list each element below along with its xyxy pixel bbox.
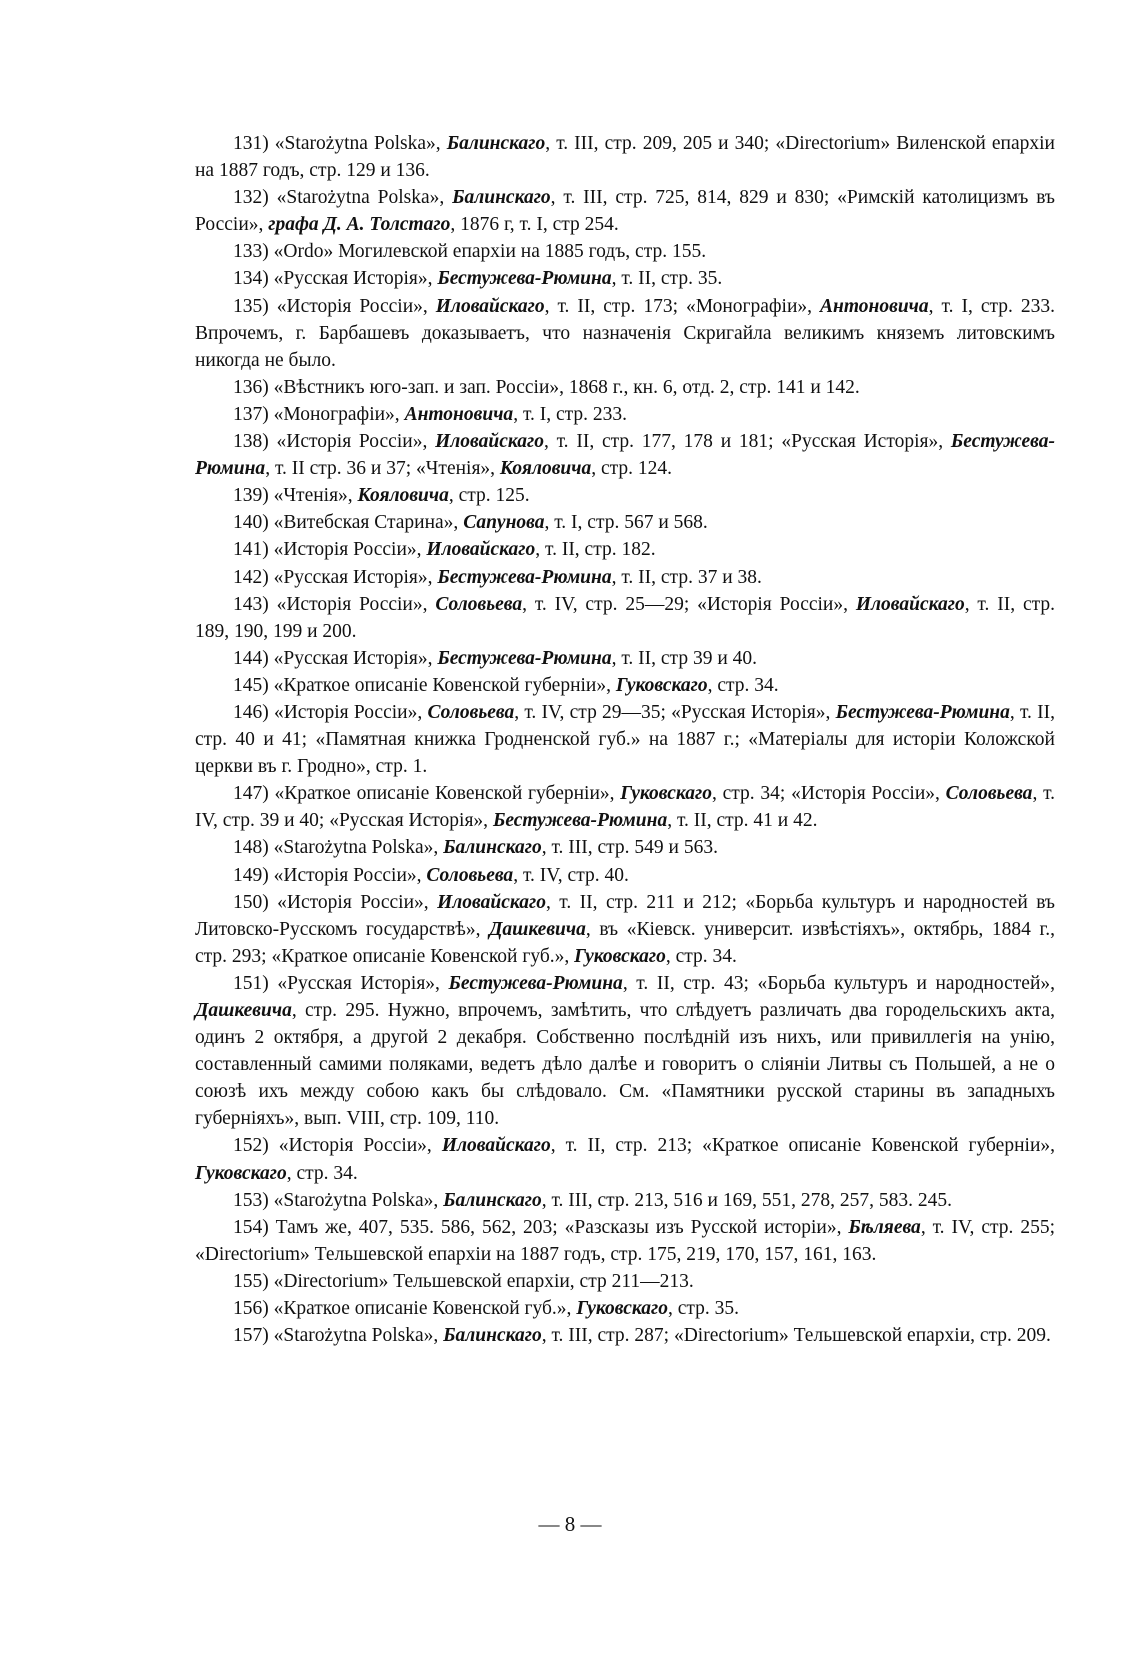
footnote-text: 143) «Исторія Россіи», [233, 593, 436, 615]
author-name: Бестужева-Рюмина [437, 268, 612, 290]
footnote-154 [195, 1214, 1055, 1268]
footnote-text: 144) «Русская Исторія», [233, 647, 438, 669]
footnote-155 [195, 1268, 1055, 1295]
footnote-text: , т. II, стр. 40 и 41; «Памятная книжка Гродненской губ.» на 1887 г.; «Матеріалы для исторіи Коложской церкви въ г. Гродно», стр. 1. [195, 701, 1055, 778]
author-name: Бестужева-Рюмина [195, 431, 1055, 480]
footnote-text: 138) «Исторія Россіи», [233, 431, 436, 453]
author-name: Иловайскаго [855, 593, 965, 615]
footnote-text: , стр. 34. [665, 945, 737, 967]
footnote-156 [195, 1295, 1055, 1322]
footnote-text: 147) «Краткое описаніе Ковенской губерніи», [233, 783, 621, 805]
footnote-141 [195, 536, 1055, 563]
footnote-text: 136) «Вѣстникъ юго-зап. и зап. Россіи», 1868 г., кн. 6, отд. 2, стр. 141 и 142. [233, 376, 860, 398]
footnote-text: , т. II, стр. 177, 178 и 181; «Русская Исторія», [543, 431, 951, 453]
footnote-text: , т. III, стр. 213, 516 и 169, 551, 278, 257, 583. 245. [541, 1189, 952, 1211]
footnote-text: , т. II, стр. 211 и 212; «Борьба культуръ и народностей въ Литовско-Русскомъ государствѣ», [195, 891, 1055, 940]
footnote-text: , т. II, стр. 41 и 42. [667, 810, 818, 832]
author-name: Соловьева [427, 701, 515, 723]
footnote-153 [195, 1187, 1055, 1214]
footnote-143 [195, 591, 1055, 645]
footnote-text: 132) «Starożytna Polska», [233, 187, 453, 209]
author-name: Антоновича [820, 295, 929, 317]
footnote-152 [195, 1132, 1055, 1186]
footnote-132 [195, 184, 1055, 238]
footnote-text: , стр. 34; «Исторія Россіи», [712, 783, 946, 805]
footnote-text: , т. II, стр 39 и 40. [611, 647, 758, 669]
footnote-text: , т. I, стр. 233. Впрочемъ, г. Барбашевъ доказываетъ, что назначенія Скригайла великимъ княземъ литовскимъ никогда не было. [195, 295, 1055, 371]
footnote-149 [195, 862, 1055, 889]
footnote-text: 137) «Монографіи», [233, 403, 405, 425]
footnote-142 [195, 564, 1055, 591]
footnote-146 [195, 699, 1055, 780]
footnote-text: , т. III, стр. 725, 814, 829 и 830; «Римскій католицизмъ въ Россіи», [195, 187, 1056, 236]
author-name: Бестужева-Рюмина [492, 810, 668, 832]
footnote-text: 148) «Starożytna Polska», [233, 837, 444, 859]
footnote-157 [195, 1322, 1055, 1349]
footnote-text: 131) «Starożytna Polska», [233, 133, 447, 154]
footnote-text: , т. I, стр. 233. [513, 403, 628, 425]
footnote-text: 154) Тамъ же, 407, 535. 586, 562, 203; «Разсказы изъ Русской исторіи», [233, 1216, 849, 1238]
footnote-text: , т. II, стр. 37 и 38. [611, 566, 762, 588]
footnote-136 [195, 374, 1055, 401]
author-name: Иловайскаго [437, 891, 546, 913]
author-name: Иловайскаго [426, 539, 536, 561]
footnote-text: , т. III, стр. 287; «Directorium» Тельшевской епархіи, стр. 209. [541, 1325, 1051, 1347]
footnote-133 [195, 238, 1055, 265]
author-name: Дашкевича [489, 918, 586, 940]
author-name: Бѣляева [848, 1216, 921, 1238]
footnote-text: 155) «Directorium» Тельшевской епархіи, стр 211—213. [233, 1270, 694, 1292]
footnote-text: , стр. 124. [591, 458, 673, 480]
author-name: Бестужева-Рюмина [448, 972, 623, 994]
footnote-text: , стр. 34. [286, 1162, 358, 1184]
footnote-147 [195, 780, 1055, 834]
footnote-131 [195, 130, 1055, 184]
footnote-text: 153) «Starożytna Polska», [233, 1189, 444, 1211]
footnote-text: , стр. 35. [668, 1298, 740, 1320]
author-name: Соловьева [435, 593, 523, 615]
footnote-text: , 1876 г, т. I, стр 254. [450, 214, 619, 236]
footnote-text: 133) «Ordo» Могилевской епархіи на 1885 годъ, стр. 155. [233, 241, 707, 263]
author-name: Гуковскаго [620, 783, 712, 805]
footnote-text: 151) «Русская Исторія», [233, 972, 449, 994]
footnote-139 [195, 482, 1055, 509]
footnote-text: 152) «Исторія Россіи», [233, 1135, 442, 1157]
author-name: Балинскаго [452, 187, 551, 209]
author-name: Иловайскаго [435, 295, 545, 317]
footnote-144 [195, 645, 1055, 672]
footnote-text: 150) «Исторія Россіи», [233, 891, 438, 913]
footnote-text: , т. IV, стр. 39 и 40; «Русская Исторія», [195, 783, 1056, 832]
footnote-150 [195, 889, 1055, 970]
footnote-148 [195, 834, 1055, 861]
footnote-text: , т. II, стр. 182. [535, 539, 656, 561]
footnote-140 [195, 509, 1055, 536]
footnote-text: , т. II, стр. 213; «Краткое описаніе Ковенской губерніи», [550, 1135, 1055, 1157]
author-name: Иловайскаго [441, 1135, 551, 1157]
author-name: Сапунова [463, 512, 545, 534]
author-name: Соловьева [426, 864, 514, 886]
footnote-text: , т. IV, стр. 25—29; «Исторія Россіи», [522, 593, 856, 615]
author-name: графа Д. А. Толстаго [268, 214, 451, 236]
footnote-text: , стр. 125. [448, 485, 530, 507]
footnote-text: 134) «Русская Исторія», [233, 268, 438, 290]
footnote-145 [195, 672, 1055, 699]
footnote-137 [195, 401, 1055, 428]
footnote-text: , т. II, стр. 173; «Монографіи», [544, 295, 821, 317]
footnote-text: 146) «Исторія Россіи», [233, 701, 428, 723]
footnote-text: 149) «Исторія Россіи», [233, 864, 427, 886]
footnote-text: , стр. 34. [707, 674, 779, 696]
author-name: Кояловича [357, 485, 449, 507]
page-number: — 8 — [538, 1512, 602, 1536]
footnote-text: , т. I, стр. 567 и 568. [544, 512, 708, 534]
author-name: Иловайскаго [435, 431, 544, 453]
footnote-text: 156) «Краткое описаніе Ковенской губ.», [233, 1298, 577, 1320]
footnote-text: , т. II стр. 36 и 37; «Чтенія», [265, 458, 500, 480]
footnotes-list [195, 130, 1055, 1349]
author-name: Балинскаго [446, 133, 546, 154]
footnote-text: , т. IV, стр 29—35; «Русская Исторія», [514, 701, 836, 723]
footnote-text: , т. IV, стр. 255; «Directorium» Тельшевской епархіи на 1887 годъ, стр. 175, 219, 170, 157, 161, 163. [195, 1216, 1055, 1265]
author-name: Антоновича [404, 403, 514, 425]
author-name: Балинскаго [443, 837, 542, 859]
author-name: Балинскаго [443, 1325, 542, 1347]
footnote-text: , въ «Кіевск. университ. извѣстіяхъ», октябрь, 1884 г., стр. 293; «Краткое описаніе Ковенской губ.», [195, 918, 1055, 967]
author-name: Гуковскаго [574, 945, 666, 967]
footnote-text: 142) «Русская Исторія», [233, 566, 438, 588]
footnote-text: , т. II, стр. 43; «Борьба культуръ и народностей», [622, 972, 1055, 994]
footnote-text: 141) «Исторія Россіи», [233, 539, 427, 561]
footnote-text: 145) «Краткое описаніе Ковенской губерніи», [233, 674, 616, 696]
footnote-151 [195, 970, 1055, 1133]
footnote-text: 135) «Исторія Россіи», [233, 295, 436, 317]
footnote-134 [195, 265, 1055, 292]
author-name: Гуковскаго [195, 1162, 287, 1184]
footnote-135 [195, 293, 1055, 374]
author-name: Гуковскаго [615, 674, 708, 696]
footnote-text: 139) «Чтенія», [233, 485, 358, 507]
footnote-text: , т. II, стр. 189, 190, 199 и 200. [195, 593, 1055, 642]
footnote-text: , т. II, стр. 35. [611, 268, 723, 290]
author-name: Кояловича [499, 458, 592, 480]
author-name: Дашкевича [195, 1000, 292, 1021]
footnote-text: , стр. 295. Нужно, впрочемъ, замѣтить, что слѣдуетъ различать два городельскихъ акта, одинъ 2 октября, а другой 2 декабря. Собственно послѣдній изъ нихъ, или привиллегія на унію, составленный самими поляками, ведетъ дѣло далѣе и говоритъ о сліяніи Литвы съ Польшей, а не о союзѣ ихъ между собою какъ бы слѣдовало. См. «Памятники русской старины въ западныхъ губерніяхъ», вып. VIII, стр. 109, 110. [195, 1000, 1055, 1130]
author-name: Гуковскаго [576, 1298, 669, 1320]
author-name: Бестужева-Рюмина [437, 566, 612, 588]
footnote-text: 157) «Starożytna Polska», [233, 1325, 444, 1347]
footnote-text: , т. IV, стр. 40. [513, 864, 629, 886]
footnote-text: , т. III, стр. 209, 205 и 340; «Directorium» Виленской епархіи на 1887 годъ, стр. 129 и 136. [195, 133, 1055, 182]
footnote-138 [195, 428, 1055, 482]
author-name: Бестужева-Рюмина [437, 647, 612, 669]
footnote-text: , т. III, стр. 549 и 563. [541, 837, 718, 859]
author-name: Бестужева-Рюмина [835, 701, 1010, 723]
footnote-text: 140) «Витебская Старина», [233, 512, 464, 534]
author-name: Балинскаго [443, 1189, 542, 1211]
author-name: Соловьева [945, 783, 1033, 805]
